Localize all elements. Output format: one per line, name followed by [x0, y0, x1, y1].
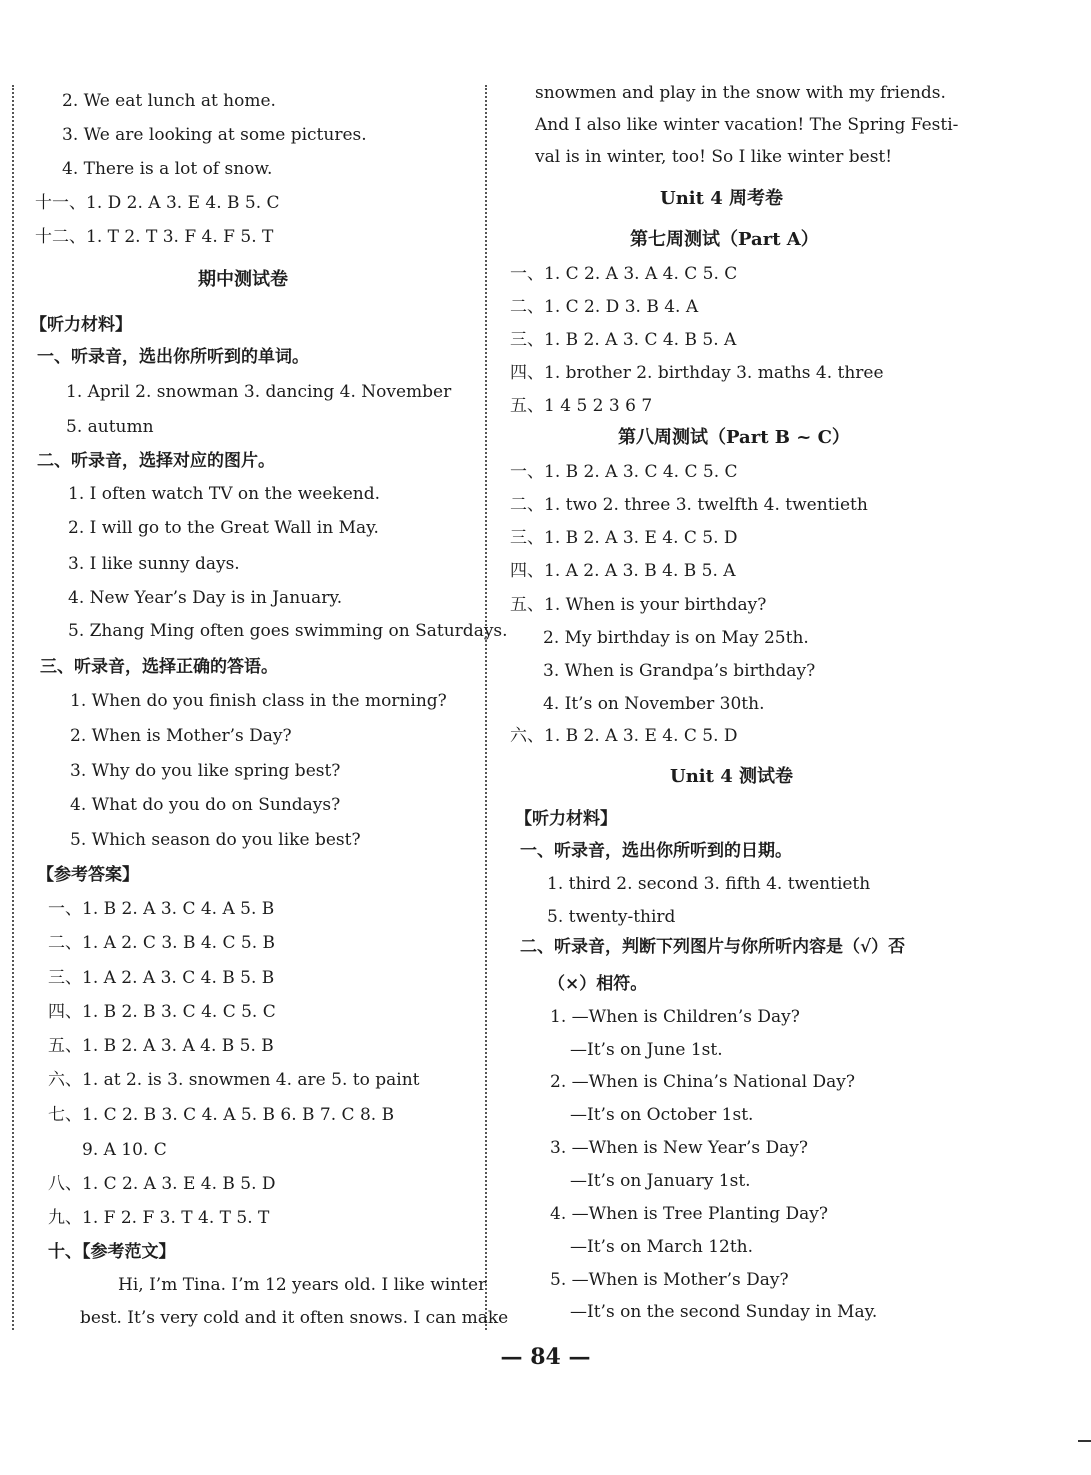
answer-line: 三、1. A 2. A 3. C 4. B 5. B — [48, 968, 275, 988]
page-number: — 84 — — [500, 1344, 591, 1370]
answer-line: snowmen and play in the snow with my friends. — [535, 83, 946, 103]
section-title: Unit 4 周考卷 — [660, 188, 783, 209]
answer-line: 4. What do you do on Sundays? — [70, 795, 341, 815]
answer-line: —It’s on January 1st. — [570, 1171, 751, 1191]
answer-line: 3. I like sunny days. — [68, 554, 240, 574]
answer-line: 5. twenty-third — [547, 907, 676, 927]
answer-line: 九、1. F 2. F 3. T 4. T 5. T — [48, 1208, 270, 1228]
answer-line: —It’s on June 1st. — [570, 1040, 723, 1060]
answer-line: 1. I often watch TV on the weekend. — [68, 484, 381, 504]
answer-line: 一、1. C 2. A 3. A 4. C 5. C — [510, 264, 738, 284]
answer-line: Hi, I’m Tina. I’m 12 years old. I like winter — [118, 1275, 487, 1295]
answer-line: 四、1. A 2. A 3. B 4. B 5. A — [510, 561, 736, 581]
answer-line: 2. When is Mother’s Day? — [70, 726, 292, 746]
edge-mark — [1078, 1440, 1091, 1442]
answer-line: —It’s on October 1st. — [570, 1105, 754, 1125]
answer-line: 4. It’s on November 30th. — [543, 694, 765, 714]
answer-line: 一、1. B 2. A 3. C 4. C 5. C — [510, 462, 738, 482]
answer-line: 二、1. two 2. three 3. twelfth 4. twentieth — [510, 495, 868, 515]
answer-line: 六、1. at 2. is 3. snowmen 4. are 5. to paint — [48, 1070, 420, 1090]
answer-line: 三、1. B 2. A 3. E 4. C 5. D — [510, 528, 738, 548]
section-heading: （×）相符。 — [548, 974, 648, 994]
section-title: Unit 4 测试卷 — [670, 766, 793, 787]
section-title: 第八周测试（Part B ~ C） — [618, 427, 850, 448]
answer-line: 五、1. B 2. A 3. A 4. B 5. B — [48, 1036, 274, 1056]
answer-line: 八、1. C 2. A 3. E 4. B 5. D — [48, 1174, 276, 1194]
answer-line: 2. My birthday is on May 25th. — [543, 628, 809, 648]
answer-line: 1. When do you finish class in the morning? — [70, 691, 447, 711]
answer-line: 二、1. C 2. D 3. B 4. A — [510, 297, 699, 317]
answer-line: 3. —When is New Year’s Day? — [550, 1138, 808, 1158]
answer-line: 六、1. B 2. A 3. E 4. C 5. D — [510, 726, 738, 746]
section-heading: 二、听录音，选择对应的图片。 — [37, 451, 275, 471]
answer-line: 2. —When is China’s National Day? — [550, 1072, 855, 1092]
answer-line: 四、1. brother 2. birthday 3. maths 4. three — [510, 363, 884, 383]
section-title: 第七周测试（Part A） — [630, 229, 819, 250]
section-heading: 十、【参考范文】 — [48, 1242, 176, 1262]
answer-line: 5. —When is Mother’s Day? — [550, 1270, 789, 1290]
answer-line: best. It’s very cold and it often snows. I can make — [80, 1308, 509, 1328]
answer-line: 十二、1. T 2. T 3. F 4. F 5. T — [35, 227, 274, 247]
answer-line: 五、1 4 5 2 3 6 7 — [510, 396, 653, 416]
answer-line: —It’s on March 12th. — [570, 1237, 754, 1257]
answer-line: 2. I will go to the Great Wall in May. — [68, 518, 379, 538]
answer-line: 5. Zhang Ming often goes swimming on Saturdays. — [68, 621, 508, 641]
answer-line: 三、1. B 2. A 3. C 4. B 5. A — [510, 330, 737, 350]
section-heading: 三、听录音，选择正确的答语。 — [40, 657, 278, 677]
answer-line: —It’s on the second Sunday in May. — [570, 1302, 878, 1322]
section-title: 期中测试卷 — [198, 269, 288, 290]
section-heading: 【参考答案】 — [37, 865, 139, 885]
answer-line: 十一、1. D 2. A 3. E 4. B 5. C — [35, 193, 280, 213]
section-heading: 一、听录音，选出你所听到的单词。 — [37, 347, 309, 367]
answer-line: 1. —When is Children’s Day? — [550, 1007, 800, 1027]
answer-line: 5. autumn — [66, 417, 154, 437]
answer-line: 一、1. B 2. A 3. C 4. A 5. B — [48, 899, 275, 919]
answer-line: 1. third 2. second 3. fifth 4. twentieth — [547, 874, 871, 894]
answer-line: 2. We eat lunch at home. — [62, 91, 276, 111]
section-heading: 【听力材料】 — [515, 809, 617, 829]
answer-line: 9. A 10. C — [82, 1140, 167, 1160]
answer-line: And I also like winter vacation! The Spring Festi- — [535, 115, 959, 135]
answer-line: 3. Why do you like spring best? — [70, 761, 341, 781]
left-margin-divider — [12, 85, 14, 1330]
answer-line: 4. —When is Tree Planting Day? — [550, 1204, 828, 1224]
answer-line: 七、1. C 2. B 3. C 4. A 5. B 6. B 7. C 8. B — [48, 1105, 395, 1125]
answer-line: 五、1. When is your birthday? — [510, 595, 767, 615]
answer-line: 3. When is Grandpa’s birthday? — [543, 661, 816, 681]
answer-line: 四、1. B 2. B 3. C 4. C 5. C — [48, 1002, 276, 1022]
column-divider — [485, 85, 487, 1330]
section-heading: 【听力材料】 — [30, 315, 132, 335]
answer-line: 1. April 2. snowman 3. dancing 4. November — [66, 382, 452, 402]
section-heading: 一、听录音，选出你所听到的日期。 — [520, 841, 792, 861]
answer-line: 5. Which season do you like best? — [70, 830, 361, 850]
answer-line: val is in winter, too! So I like winter best! — [535, 147, 893, 167]
section-heading: 二、听录音，判断下列图片与你所听内容是（√）否 — [520, 937, 906, 957]
answer-line: 二、1. A 2. C 3. B 4. C 5. B — [48, 933, 276, 953]
answer-line: 4. There is a lot of snow. — [62, 159, 273, 179]
answer-line: 4. New Year’s Day is in January. — [68, 588, 343, 608]
answer-line: 3. We are looking at some pictures. — [62, 125, 367, 145]
